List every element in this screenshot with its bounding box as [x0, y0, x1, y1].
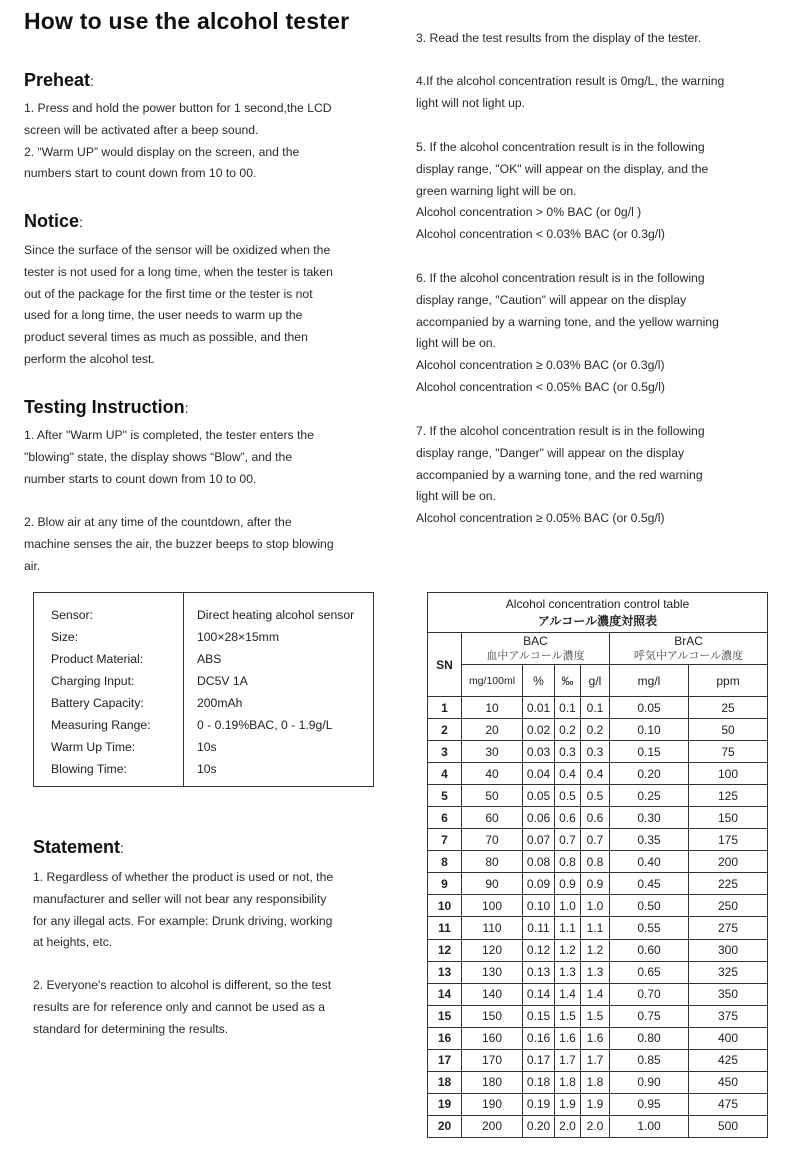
table-cell: 1.0: [581, 895, 610, 917]
spec-box: [33, 592, 374, 787]
table-cell: 0.9: [555, 873, 581, 895]
table-cell: 1.7: [581, 1049, 610, 1071]
statement-text-2: [33, 975, 331, 1040]
spec-label: Blowing Time:: [51, 762, 127, 776]
table-cell: 50: [689, 719, 768, 741]
table-cell: 1.7: [555, 1049, 581, 1071]
table-cell: 0.4: [555, 763, 581, 785]
table-cell: 1.9: [581, 1093, 610, 1115]
sn-cell: 16: [428, 1027, 462, 1049]
text-line: light will not light up.: [416, 95, 526, 110]
table-title: [428, 593, 768, 633]
table-cell: 200: [689, 851, 768, 873]
text-line: 2. Everyone's reaction to alcohol is different, so the test: [33, 978, 332, 992]
table-cell: 0.03: [523, 741, 555, 763]
table-cell: 475: [689, 1093, 768, 1115]
table-cell: 50: [462, 785, 523, 807]
text-line: Since the surface of the sensor will be oxidized when the: [24, 243, 331, 257]
table-cell: 0.3: [555, 741, 581, 763]
text-line: "blowing" state, the display shows “Blow”, and the: [24, 449, 293, 464]
sn-cell: 6: [428, 807, 462, 829]
table-cell: 1.4: [581, 983, 610, 1005]
table-cell: 1.3: [555, 961, 581, 983]
table-cell: 1.1: [555, 917, 581, 939]
table-cell: 0.1: [555, 697, 581, 719]
unit-percent: %: [523, 665, 555, 697]
table-cell: 0.55: [610, 917, 689, 939]
table-cell: 0.8: [555, 851, 581, 873]
table-cell: 1.4: [555, 983, 581, 1005]
sn-header: SN: [428, 633, 462, 697]
sn-cell: 4: [428, 763, 462, 785]
spec-value: 200mAh: [197, 696, 243, 710]
table-cell: 0.7: [581, 829, 610, 851]
table-row: [428, 851, 768, 873]
sn-cell: 20: [428, 1115, 462, 1137]
text-line: at heights, etc.: [33, 935, 113, 950]
table-cell: 0.65: [610, 961, 689, 983]
table-cell: 120: [462, 939, 523, 961]
table-cell: 0.60: [610, 939, 689, 961]
table-cell: 225: [689, 873, 768, 895]
table-cell: 30: [462, 741, 523, 763]
spec-row: [34, 626, 373, 648]
table-cell: 0.4: [581, 763, 610, 785]
text-line: number starts to count down from 10 to 00.: [24, 471, 257, 486]
table-row: [428, 1071, 768, 1093]
table-cell: 1.2: [581, 939, 610, 961]
spec-label: Measuring Range:: [51, 718, 151, 732]
step-5-text: [416, 137, 708, 246]
text-line: machine senses the air, the buzzer beeps to stop blowing: [24, 536, 334, 551]
sn-cell: 11: [428, 917, 462, 939]
statement-text-1: [33, 867, 333, 954]
table-cell: 0.2: [555, 719, 581, 741]
table-cell: 0.75: [610, 1005, 689, 1027]
table-cell: 1.5: [581, 1005, 610, 1027]
table-cell: 0.70: [610, 983, 689, 1005]
text-line: accompanied by a warning tone, and the red warning: [416, 467, 703, 482]
brac-header: [610, 633, 768, 665]
brac-label: BrAC: [674, 633, 703, 648]
spec-value: Direct heating alcohol sensor: [197, 608, 355, 622]
table-cell: 170: [462, 1049, 523, 1071]
table-cell: 40: [462, 763, 523, 785]
text-line: for any illegal acts. For example: Drunk driving, working: [33, 913, 333, 928]
text-line: light will be on.: [416, 336, 496, 351]
table-cell: 0.09: [523, 873, 555, 895]
table-cell: 110: [462, 917, 523, 939]
table-row: [428, 917, 768, 939]
spec-row: [34, 758, 373, 780]
text-line: 5. If the alcohol concentration result is in the following: [416, 140, 705, 154]
table-cell: 375: [689, 1005, 768, 1027]
table-row: [428, 1115, 768, 1137]
brac-jp-label: 呼気中アルコール濃度: [633, 649, 744, 662]
table-cell: 1.2: [555, 939, 581, 961]
bac-header: [462, 633, 610, 665]
table-row: [428, 719, 768, 741]
table-cell: 1.9: [555, 1093, 581, 1115]
spec-label: Charging Input:: [51, 674, 135, 688]
text-line: Alcohol concentration < 0.03% BAC (or 0.3g/l): [416, 227, 665, 242]
statement-heading: Statement:: [33, 837, 124, 857]
spec-label: Product Material:: [51, 652, 144, 666]
table-cell: 0.13: [523, 961, 555, 983]
table-cell: 1.1: [581, 917, 610, 939]
table-cell: 0.16: [523, 1027, 555, 1049]
text-line: out of the package for the first time or the tester is not: [24, 286, 313, 301]
text-line: used for a long time, the user needs to warm up the: [24, 308, 303, 323]
unit-mgl: mg/l: [610, 665, 689, 697]
text-line: perform the alcohol test.: [24, 351, 155, 366]
table-cell: 90: [462, 873, 523, 895]
table-cell: 1.3: [581, 961, 610, 983]
text-line: green warning light will be on.: [416, 183, 577, 198]
text-line: standard for determining the results.: [33, 1021, 229, 1036]
table-cell: 20: [462, 719, 523, 741]
table-cell: 300: [689, 939, 768, 961]
table-cell: 0.15: [610, 741, 689, 763]
table-cell: 125: [689, 785, 768, 807]
table-cell: 400: [689, 1027, 768, 1049]
table-cell: 1.6: [581, 1027, 610, 1049]
table-cell: 500: [689, 1115, 768, 1137]
table-cell: 0.6: [555, 807, 581, 829]
text-line: accompanied by a warning tone, and the yellow warning: [416, 314, 719, 329]
table-cell: 0.14: [523, 983, 555, 1005]
table-cell: 0.15: [523, 1005, 555, 1027]
table-row: [428, 939, 768, 961]
text-line: Alcohol concentration < 0.05% BAC (or 0.5g/l): [416, 379, 665, 394]
table-cell: 0.95: [610, 1093, 689, 1115]
table-cell: 1.0: [555, 895, 581, 917]
table-cell: 0.50: [610, 895, 689, 917]
sn-cell: 7: [428, 829, 462, 851]
table-row: [428, 741, 768, 763]
table-cell: 160: [462, 1027, 523, 1049]
sn-cell: 9: [428, 873, 462, 895]
text-line: 2. “Warm UP” would display on the screen, and the: [24, 144, 300, 159]
text-line: display range, "Caution" will appear on the display: [416, 292, 687, 307]
table-cell: 350: [689, 983, 768, 1005]
table-cell: 100: [462, 895, 523, 917]
testing-step-1: [24, 425, 314, 490]
table-cell: 0.1: [581, 697, 610, 719]
table-cell: 0.35: [610, 829, 689, 851]
text-line: tester is not used for a long time, when the tester is taken: [24, 264, 333, 279]
text-line: 1. After "Warm UP" is completed, the tester enters the: [24, 428, 314, 442]
table-cell: 1.8: [555, 1071, 581, 1093]
table-cell: 250: [689, 895, 768, 917]
table-cell: 180: [462, 1071, 523, 1093]
table-cell: 1.6: [555, 1027, 581, 1049]
text-line: screen will be activated after a beep sound.: [24, 122, 259, 137]
table-cell: 60: [462, 807, 523, 829]
text-line: manufacturer and seller will not bear any responsibility: [33, 891, 327, 906]
table-cell: 2.0: [581, 1115, 610, 1137]
sn-cell: 10: [428, 895, 462, 917]
sn-cell: 19: [428, 1093, 462, 1115]
table-cell: 0.12: [523, 939, 555, 961]
sn-cell: 12: [428, 939, 462, 961]
bac-jp-label: 血中アルコール濃度: [486, 649, 585, 662]
notice-text: [24, 240, 333, 371]
sn-cell: 14: [428, 983, 462, 1005]
table-cell: 0.7: [555, 829, 581, 851]
table-cell: 140: [462, 983, 523, 1005]
text-line: results are for reference only and cannot be used as a: [33, 999, 326, 1014]
table-cell: 0.45: [610, 873, 689, 895]
table-cell: 0.85: [610, 1049, 689, 1071]
table-row: [428, 807, 768, 829]
text-line: display range, "Danger" will appear on the display: [416, 445, 685, 460]
testing-step-2: [24, 512, 334, 577]
table-cell: 0.5: [555, 785, 581, 807]
table-row: [428, 1005, 768, 1027]
table-cell: 0.19: [523, 1093, 555, 1115]
table-row: [428, 829, 768, 851]
table-cell: 2.0: [555, 1115, 581, 1137]
table-cell: 0.2: [581, 719, 610, 741]
spec-label: Battery Capacity:: [51, 696, 144, 710]
spec-value: 100×28×15mm: [197, 630, 279, 644]
table-row: [428, 983, 768, 1005]
text-line: Alcohol concentration ≥ 0.03% BAC (or 0.3g/l): [416, 358, 665, 373]
table-row: [428, 785, 768, 807]
table-cell: 0.90: [610, 1071, 689, 1093]
spec-value: 0 - 0.19%BAC, 0 - 1.9g/L: [197, 718, 333, 732]
text-line: 3. Read the test results from the display of the tester.: [416, 31, 702, 45]
table-cell: 0.20: [610, 763, 689, 785]
table-row: [428, 1093, 768, 1115]
unit-mg100ml: mg/100ml: [462, 665, 523, 697]
text-line: light will be on.: [416, 489, 496, 504]
sn-cell: 3: [428, 741, 462, 763]
spec-value: 10s: [197, 762, 217, 776]
sn-cell: 18: [428, 1071, 462, 1093]
table-cell: 325: [689, 961, 768, 983]
table-cell: 10: [462, 697, 523, 719]
notice-heading: Notice:: [24, 211, 83, 231]
page-title: How to use the alcohol tester: [24, 8, 350, 34]
spec-label: Sensor:: [51, 608, 94, 622]
preheat-heading: Preheat:: [24, 70, 94, 90]
sn-cell: 13: [428, 961, 462, 983]
text-line: 4.If the alcohol concentration result is 0mg/L, the warning: [416, 74, 725, 88]
unit-permille: ‰: [555, 665, 581, 697]
table-cell: 0.25: [610, 785, 689, 807]
spec-row: [34, 604, 373, 626]
step-3-text: [416, 28, 701, 50]
table-cell: 0.20: [523, 1115, 555, 1137]
table-cell: 175: [689, 829, 768, 851]
table-cell: 0.01: [523, 697, 555, 719]
spec-label: Warm Up Time:: [51, 740, 136, 754]
text-line: Alcohol concentration > 0% BAC (or 0g/l ): [416, 205, 642, 220]
table-cell: 80: [462, 851, 523, 873]
table-cell: 0.17: [523, 1049, 555, 1071]
spec-value: DC5V 1A: [197, 674, 248, 688]
text-line: product several times as much as possible, and then: [24, 330, 308, 345]
spec-row: [34, 736, 373, 758]
table-cell: 150: [462, 1005, 523, 1027]
table-cell: 25: [689, 697, 768, 719]
spec-value: 10s: [197, 740, 217, 754]
table-cell: 425: [689, 1049, 768, 1071]
table-row: [428, 1049, 768, 1071]
preheat-text: [24, 98, 332, 185]
text-line: air.: [24, 558, 41, 573]
table-cell: 130: [462, 961, 523, 983]
alcohol-concentration-table: [427, 592, 767, 1138]
table-cell: 0.05: [610, 697, 689, 719]
table-cell: 0.11: [523, 917, 555, 939]
text-line: 1. Press and hold the power button for 1 second,the LCD: [24, 101, 332, 115]
table-cell: 0.18: [523, 1071, 555, 1093]
sn-cell: 2: [428, 719, 462, 741]
text-line: numbers start to count down from 10 to 00.: [24, 166, 257, 181]
table-row: [428, 895, 768, 917]
step-4-text: [416, 71, 724, 115]
text-line: 6. If the alcohol concentration result is in the following: [416, 271, 705, 285]
sn-cell: 17: [428, 1049, 462, 1071]
sn-cell: 5: [428, 785, 462, 807]
table-cell: 0.08: [523, 851, 555, 873]
table-title-jp: アルコール濃度対照表: [537, 613, 658, 628]
unit-gl: g/l: [581, 665, 610, 697]
spec-row: [34, 670, 373, 692]
table-cell: 0.5: [581, 785, 610, 807]
table-cell: 0.04: [523, 763, 555, 785]
text-line: display range, "OK" will appear on the display, and the: [416, 161, 709, 176]
table-cell: 190: [462, 1093, 523, 1115]
table-cell: 450: [689, 1071, 768, 1093]
table-cell: 100: [689, 763, 768, 785]
table-cell: 0.06: [523, 807, 555, 829]
table-cell: 0.07: [523, 829, 555, 851]
table-row: [428, 1027, 768, 1049]
table-cell: 0.30: [610, 807, 689, 829]
table-cell: 0.3: [581, 741, 610, 763]
step-7-text: [416, 421, 705, 530]
text-line: 1. Regardless of whether the product is used or not, the: [33, 870, 334, 884]
table-row: [428, 873, 768, 895]
table-cell: 0.10: [523, 895, 555, 917]
step-6-text: [416, 268, 719, 399]
unit-ppm: ppm: [689, 665, 768, 697]
spec-row: [34, 648, 373, 670]
text-line: 2. Blow air at any time of the countdown, after the: [24, 515, 292, 529]
table-cell: 0.02: [523, 719, 555, 741]
spec-value: ABS: [197, 652, 222, 666]
spec-row: [34, 714, 373, 736]
table-title-en: Alcohol concentration control table: [505, 596, 690, 611]
table-cell: 0.6: [581, 807, 610, 829]
table-cell: 0.40: [610, 851, 689, 873]
table-cell: 275: [689, 917, 768, 939]
table-cell: 150: [689, 807, 768, 829]
table-cell: 0.05: [523, 785, 555, 807]
table-cell: 70: [462, 829, 523, 851]
table-cell: 0.80: [610, 1027, 689, 1049]
table-cell: 0.9: [581, 873, 610, 895]
spec-label: Size:: [51, 630, 79, 644]
table-cell: 0.8: [581, 851, 610, 873]
testing-heading: Testing Instruction:: [24, 397, 189, 417]
spec-row: [34, 692, 373, 714]
bac-label: BAC: [523, 633, 548, 648]
sn-cell: 15: [428, 1005, 462, 1027]
table-cell: 1.5: [555, 1005, 581, 1027]
text-line: Alcohol concentration ≥ 0.05% BAC (or 0.5g/l): [416, 511, 665, 526]
table-cell: 1.00: [610, 1115, 689, 1137]
text-line: 7. If the alcohol concentration result is in the following: [416, 424, 705, 438]
sn-cell: 8: [428, 851, 462, 873]
table-cell: 0.10: [610, 719, 689, 741]
table-cell: 75: [689, 741, 768, 763]
sn-cell: 1: [428, 697, 462, 719]
table-row: [428, 961, 768, 983]
table-cell: 200: [462, 1115, 523, 1137]
table-row: [428, 763, 768, 785]
table-cell: 1.8: [581, 1071, 610, 1093]
table-row: [428, 697, 768, 719]
